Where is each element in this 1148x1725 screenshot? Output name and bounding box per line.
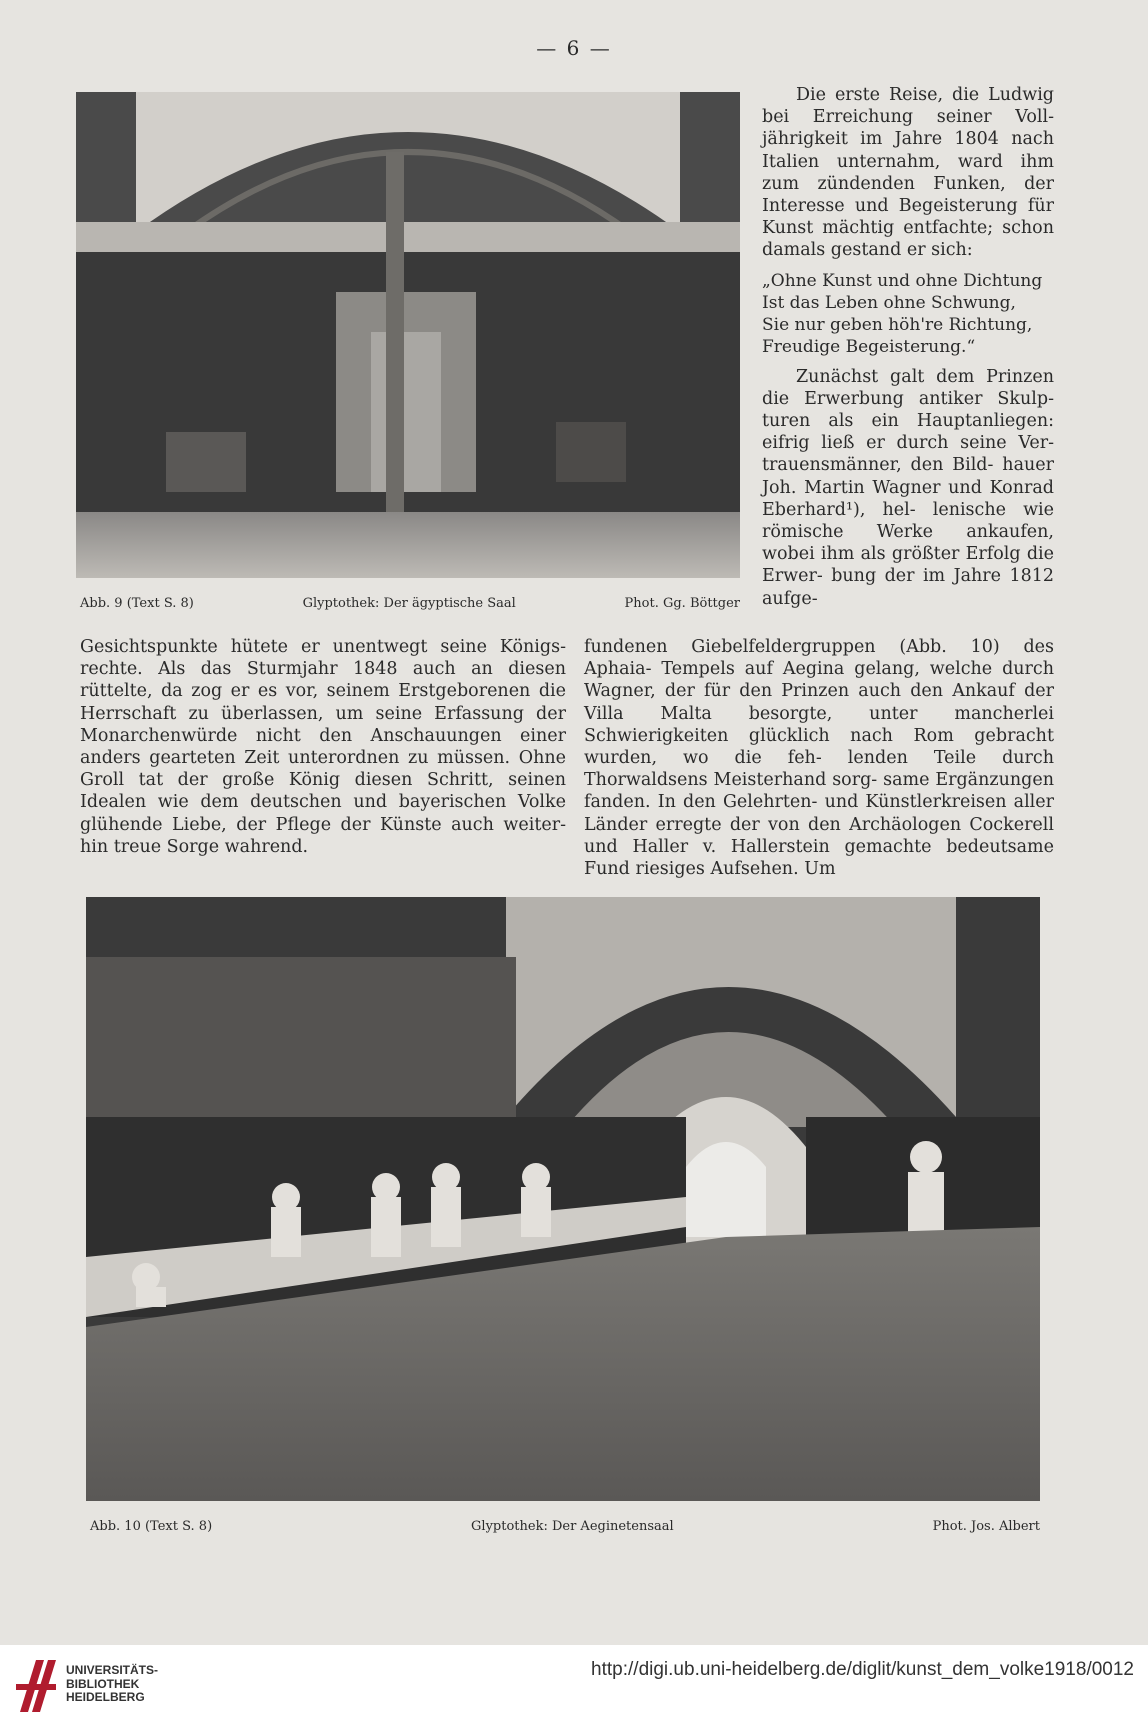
figure-9-title: Glyptothek: Der ägyptische Saal — [302, 596, 516, 611]
left-text-column — [80, 636, 566, 858]
figure-10-number: Abb. 10 (Text S. 8) — [90, 1519, 213, 1534]
figure-10-credit: Phot. Jos. Albert — [932, 1519, 1040, 1534]
page-number: — 6 — — [536, 36, 612, 60]
figure-9-caption — [80, 596, 740, 611]
paragraph: fundenen Giebelfeldergruppen (Abb. 10) des Aphaia- Tempels auf Aegina gelang, welche durch Wagner, der für den Prinzen auch den Ankauf der Villa Malta besorgte, unter mancherlei Schwierigkeiten glücklich nach Rom gebracht wurden, wo die feh- lenden Teile durch Thorwaldsens Meisterhand sorg- same Ergänzungen fanden. In den Gelehrten- und Künstlerkreisen aller Länder erregte der von den Archäologen Cockerell und Haller v. Hallerstein gemachte bedeutsame Fund riesiges Aufsehen. Um — [584, 637, 1054, 880]
paragraph: Zunächst galt dem Prinzen die Erwerbung antiker Skulp- turen als ein Hauptanliegen: eifrig ließ er durch seine Ver- trauensmänner, den Bild- hauer Joh. Martin Wagner und Konrad Eberhard¹), hel- lenische wie römische Werke ankaufen, wobei ihm als größter Erfolg die Erwer- bung der im Jahre 1812 aufge- — [762, 366, 1054, 609]
figure-9-number: Abb. 9 (Text S. 8) — [80, 596, 194, 611]
figure-10-title: Glyptothek: Der Aeginetensaal — [471, 1519, 674, 1534]
footer-bar — [0, 1645, 1148, 1725]
library-name: UNIVERSITÄTS- BIBLIOTHEK HEIDELBERG — [66, 1663, 159, 1704]
paragraph: Die erste Reise, die Ludwig bei Erreichung seiner Voll- jährigkeit im Jahre 1804 nach Italien unternahm, ward ihm zum zündenden Funken, der Interesse und Begeisterung für Kunst mächtig entfachte; schon damals gestand er sich: — [762, 85, 1054, 261]
figure-9-photo — [76, 92, 740, 578]
source-url[interactable]: http://digi.ub.uni-heidelberg.de/diglit/kunst_dem_volke1918/0012 — [591, 1659, 1134, 1680]
figure-10-caption — [90, 1519, 1040, 1534]
right-text-column — [762, 84, 1054, 610]
aegina-hall-image — [86, 897, 1040, 1501]
library-logo-icon — [14, 1658, 58, 1714]
figure-10-photo — [86, 897, 1040, 1501]
egyptian-hall-image — [76, 92, 740, 578]
paragraph: Gesichtspunkte hütete er unentwegt seine Königs- rechte. Als das Sturmjahr 1848 auch an diesen rüttelte, da zog er es vor, seinem Erstgeborenen die Herrschaft zu überlassen, um seine Erfassung der Monarchenwürde nicht den Anschauungen einer anders gearteten Zeit unterordnen zu müssen. Ohne Groll tat der große König diesen Schritt, seinen Idealen wie dem deutschen und bayerischen Volke glühende Liebe, der Pflege der Künste auch weiter- hin treue Sorge wahrend. — [80, 637, 566, 857]
middle-text-column — [584, 636, 1054, 880]
verse: „Ohne Kunst und ohne Dichtung Ist das Leben ohne Schwung, Sie nur geben höh're Richtung, Freudige Begeisterung.“ — [762, 270, 1043, 357]
figure-9-credit: Phot. Gg. Böttger — [624, 596, 740, 611]
